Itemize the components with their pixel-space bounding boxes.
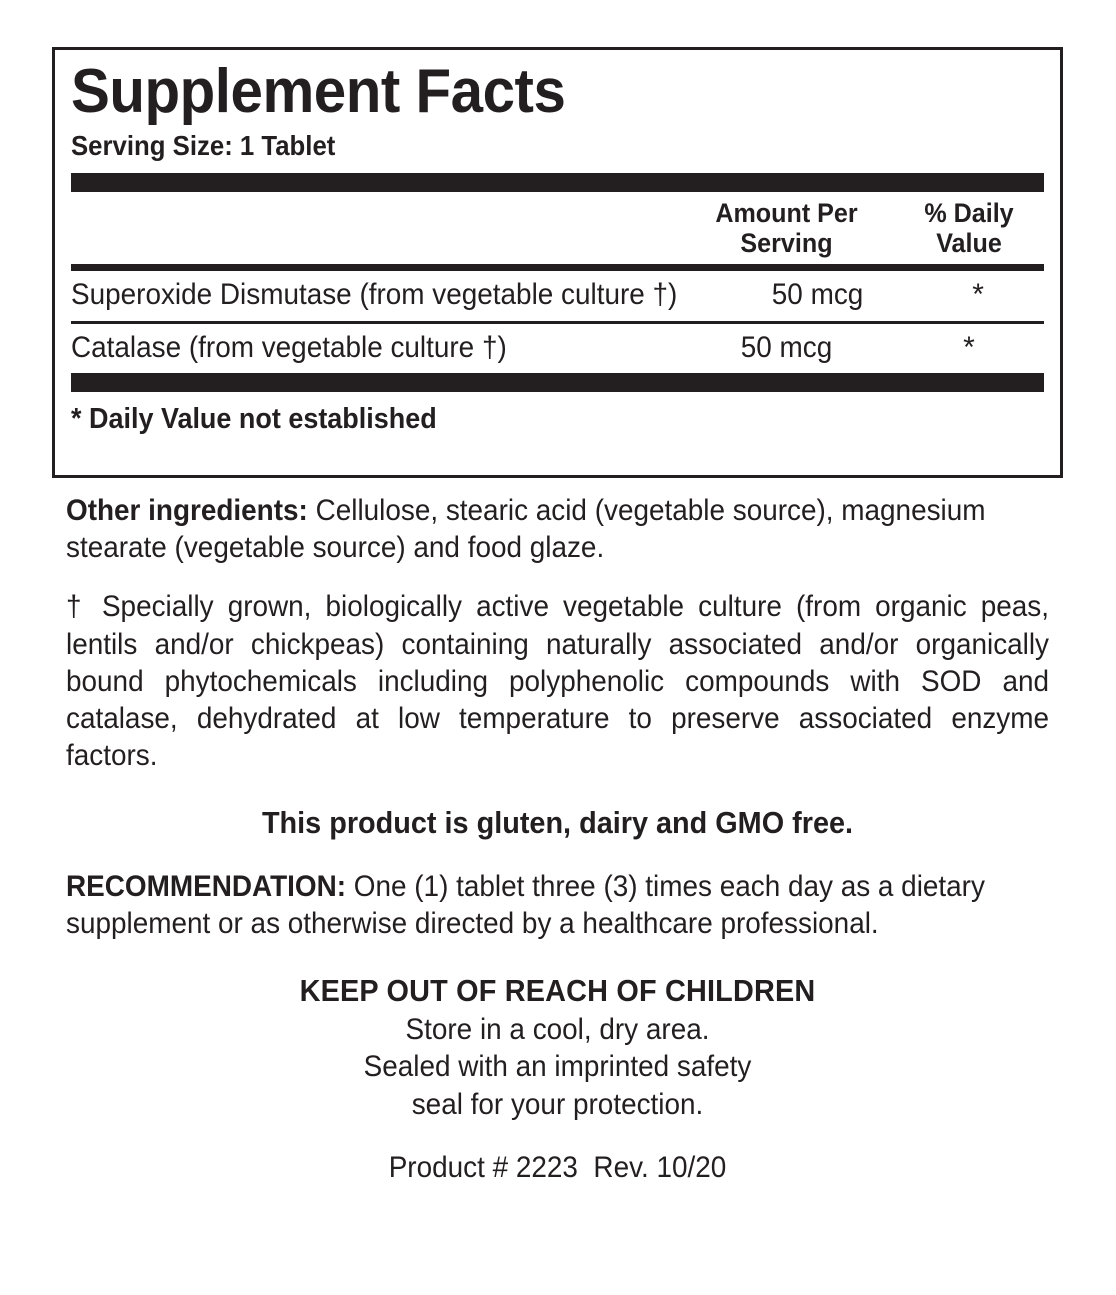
table-row — [71, 271, 1044, 321]
product-number-revision: Product # 2223 Rev. 10/20 — [388, 1151, 727, 1185]
header-dv-line2: Value — [936, 227, 1002, 258]
keep-out-of-reach-warning: KEEP OUT OF REACH OF CHILDREN — [299, 972, 816, 1008]
recommendation-paragraph — [66, 868, 1049, 942]
storage-line-1: Store in a cool, dry area. — [405, 1012, 710, 1046]
nutrient-daily-value: * — [963, 330, 975, 364]
nutrient-name: Catalase (from vegetable culture †) — [71, 330, 507, 364]
header-amount-per-serving — [687, 198, 887, 258]
spacer — [66, 566, 1049, 588]
spacer — [66, 774, 1049, 804]
storage-line-3: seal for your protection. — [411, 1087, 704, 1121]
header-daily-value — [899, 198, 1039, 258]
spacer — [66, 842, 1049, 868]
other-ingredients-text: Cellulose, stearic acid (vegetable source), magnesium stearate (vegetable source) and food glaze. — [66, 494, 986, 565]
nutrient-name: Superoxide Dismutase (from vegetable culture †) — [71, 278, 678, 312]
supplement-facts-title: Supplement Facts — [71, 57, 566, 126]
header-top-bar — [71, 173, 1044, 192]
supplement-facts-panel — [52, 47, 1063, 478]
other-ingredients-label: Other ingredients: — [66, 494, 308, 527]
spacer — [66, 1123, 1049, 1149]
serving-size-text: Serving Size: 1 Tablet — [71, 129, 336, 161]
header-bottom-rule — [71, 264, 1044, 271]
table-header-row — [71, 192, 1044, 264]
header-amount-line1: Amount Per — [715, 197, 858, 228]
recommendation-text: One (1) tablet three (3) times each day as a dietary supplement or as otherwise directed by a healthcare professional. — [66, 869, 985, 940]
table-bottom-bar — [71, 373, 1044, 392]
free-from-claim: This product is gluten, dairy and GMO free. — [261, 805, 854, 841]
recommendation-label: RECOMMENDATION: — [66, 869, 347, 903]
supplement-facts-inner — [55, 57, 1060, 487]
header-dv-line1: % Daily — [924, 197, 1014, 228]
storage-line-2: Sealed with an imprinted safety — [363, 1050, 752, 1084]
table-row — [71, 324, 1044, 374]
label-body-text — [66, 492, 1049, 1187]
other-ingredients-paragraph — [66, 492, 1049, 566]
nutrient-amount: 50 mcg — [740, 330, 833, 364]
header-amount-line2: Serving — [740, 227, 833, 258]
dagger-footnote-paragraph: † Specially grown, biologically active vegetable culture (from organic peas, lentils and/or chickpeas) containing naturally associated and/or organically bound phytochemicals including polyphenolic compounds with SOD and catalase, dehydrated at low temperature to preserve associated enzyme factors. — [66, 590, 1050, 773]
spacer — [66, 942, 1049, 972]
nutrient-amount: 50 mcg — [771, 278, 864, 312]
nutrient-daily-value: * — [972, 278, 984, 312]
daily-value-footnote: * Daily Value not established — [71, 403, 437, 436]
